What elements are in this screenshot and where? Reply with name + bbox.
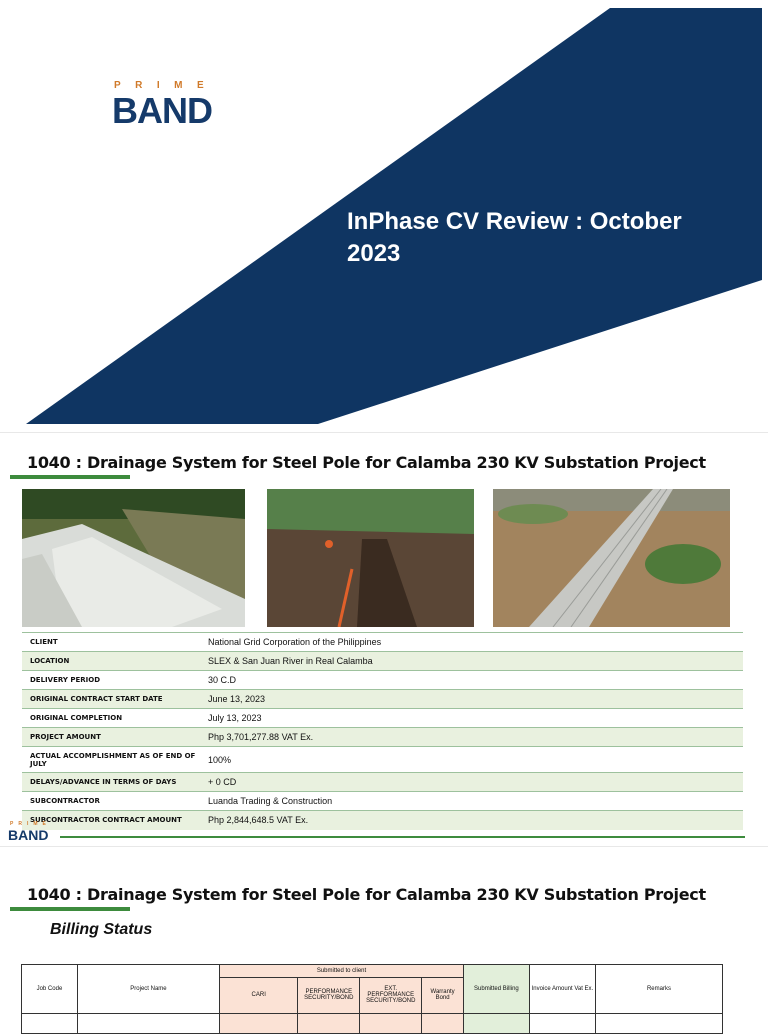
logo-band-text: BAND [112, 90, 212, 131]
header-remarks: Remarks [595, 965, 722, 1014]
header-warranty-bond: Warranty Bond [422, 977, 464, 1013]
cover-slide [0, 0, 768, 430]
drainage-canal-photo [22, 489, 245, 627]
header-job-code: Job Code [22, 965, 78, 1014]
info-row: LOCATION SLEX & San Juan River in Real Calamba [22, 652, 743, 671]
project-summary-slide [0, 432, 768, 843]
footer-logo: PRIME BAND [8, 821, 51, 843]
header-submitted-billing: Submitted Billing [463, 965, 529, 1014]
billing-status-slide [0, 846, 768, 1025]
header-submitted-to-client: Submitted to client [220, 965, 464, 978]
prime-band-logo [112, 80, 242, 130]
billing-slide-title: 1040 : Drainage System for Steel Pole for Calamba 230 KV Substation Project [27, 885, 706, 904]
logo-prime-text: PRIME [114, 80, 219, 91]
header-cari: CARI [220, 977, 298, 1013]
info-row: DELIVERY PERIOD 30 C.D [22, 671, 743, 690]
header-ext-performance-bond: EXT. PERFORMANCE SECURITY/BOND [360, 977, 422, 1013]
info-row: DELAYS/ADVANCE IN TERMS OF DAYS + 0 CD [22, 773, 743, 792]
header-invoice-amount: Invoice Amount Vat Ex. [529, 965, 595, 1014]
title-underline [10, 907, 130, 911]
info-row: ORIGINAL CONTRACT START DATE June 13, 2023 [22, 690, 743, 709]
info-row: ORIGINAL COMPLETION July 13, 2023 [22, 709, 743, 728]
cover-title: InPhase CV Review : October 2023 [347, 208, 682, 267]
title-underline [10, 475, 130, 479]
billing-status-heading: Billing Status [50, 921, 153, 938]
info-row: SUBCONTRACTOR CONTRACT AMOUNT Php 2,844,648.5 VAT Ex. [22, 811, 743, 830]
project-info-table [22, 632, 743, 830]
footer-rule [60, 836, 745, 838]
header-project-name: Project Name [77, 965, 219, 1014]
info-row: ACTUAL ACCOMPLISHMENT AS OF END OF JULY 100% [22, 747, 743, 773]
project-title: 1040 : Drainage System for Steel Pole for Calamba 230 KV Substation Project [27, 453, 706, 472]
info-row: PROJECT AMOUNT Php 3,701,277.88 VAT Ex. [22, 728, 743, 747]
excavation-trench-photo [267, 489, 474, 627]
info-row: SUBCONTRACTOR Luanda Trading & Construction [22, 792, 743, 811]
conduit-pipes-photo [493, 489, 730, 627]
info-row: CLIENT National Grid Corporation of the Philippines [22, 633, 743, 652]
header-performance-bond: PERFORMANCE SECURITY/BOND [298, 977, 360, 1013]
